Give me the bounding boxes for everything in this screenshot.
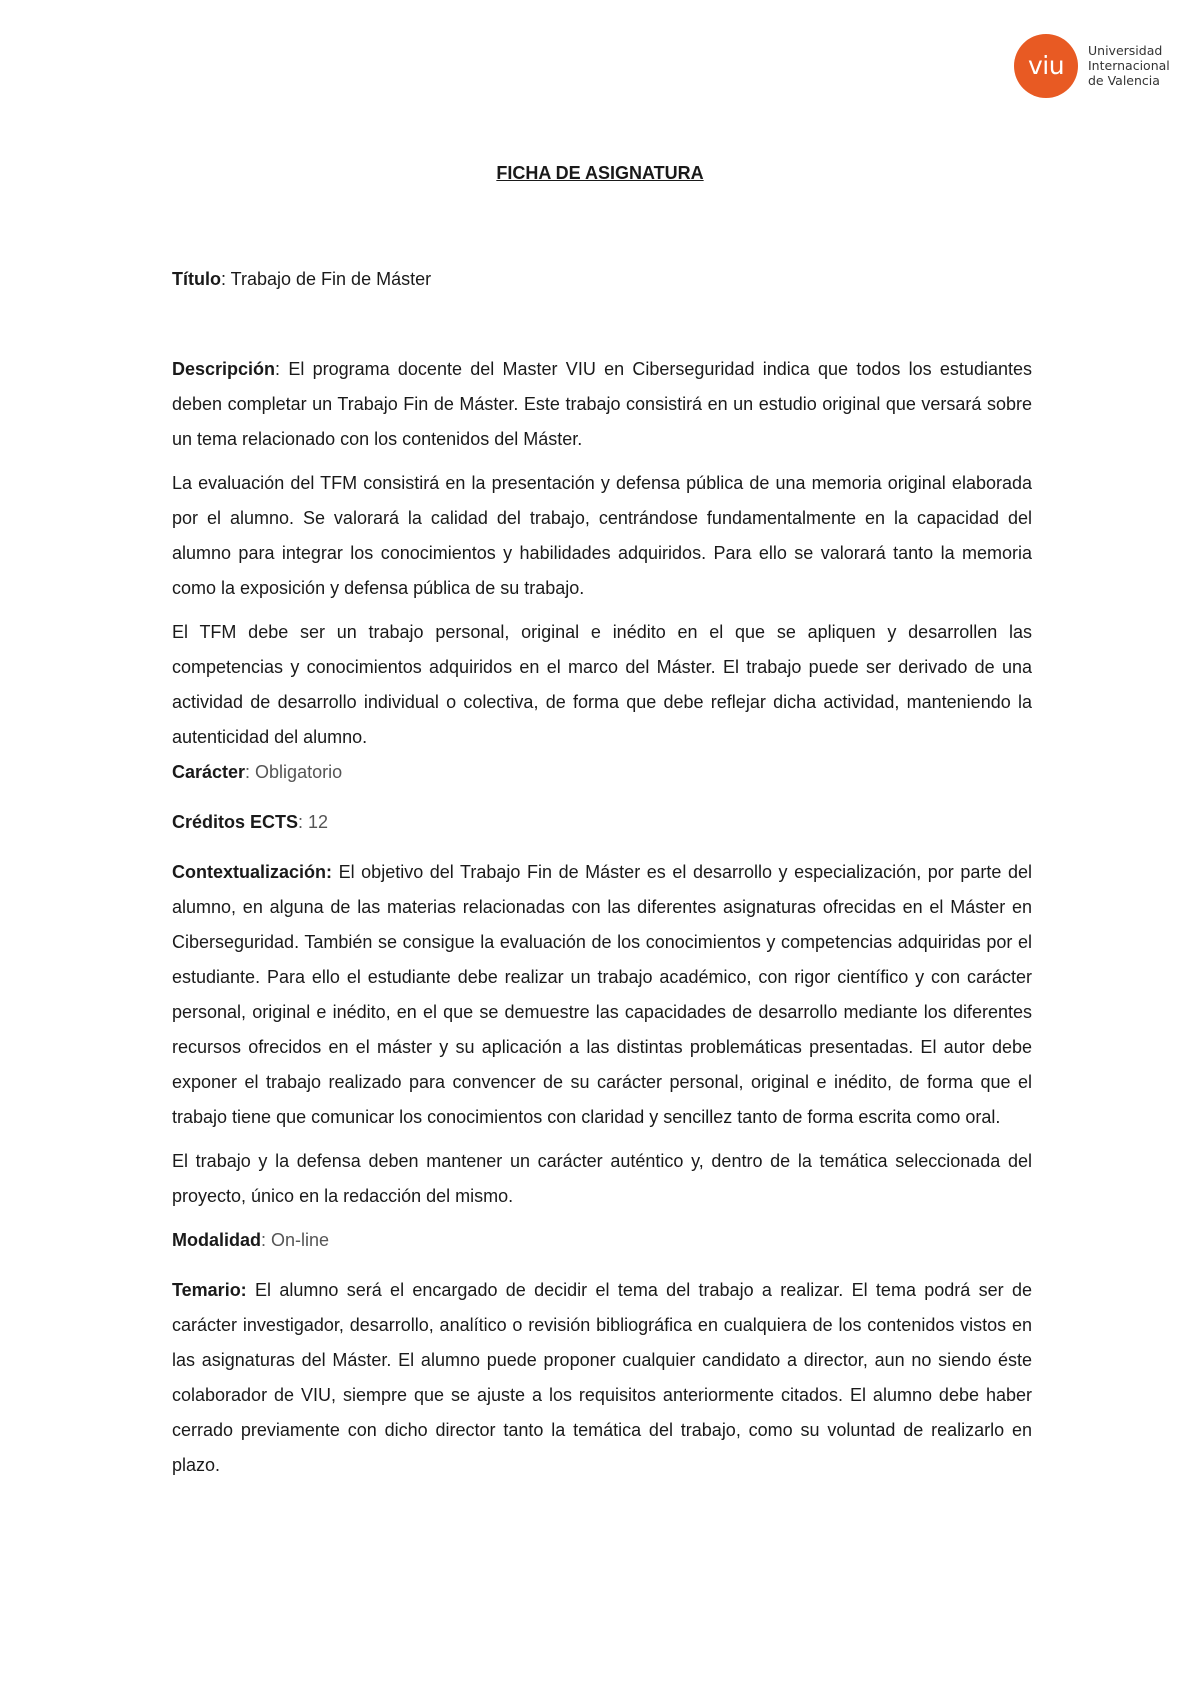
descripcion-paragraph-2: La evaluación del TFM consistirá en la presentación y defensa pública de una memoria original elaborada por el alumno. Se valorará la calidad del trabajo, centrándose fundamentalmente en la capacidad del alumno para integrar los conocimientos y habilidades adquiridos. Para ello se valorará tanto la memoria como la exposición y defensa pública de su trabajo. <box>172 473 1032 598</box>
page-title: FICHA DE ASIGNATURA <box>496 163 704 183</box>
descripcion-paragraph-3: El TFM debe ser un trabajo personal, original e inédito en el que se apliquen y desarrollen las competencias y conocimientos adquiridos en el marco del Máster. El trabajo puede ser derivado de una actividad de desarrollo individual o colectiva, de forma que debe reflejar dicha actividad, manteniendo la autenticidad del alumno. <box>172 622 1032 747</box>
titulo-value: : Trabajo de Fin de Máster <box>220 269 432 289</box>
university-name <box>1088 43 1170 88</box>
contextualizacion-paragraph-2: El trabajo y la defensa deben mantener un carácter auténtico y, dentro de la temática seleccionada del proyecto, único en la redacción del mismo. <box>172 1151 1032 1206</box>
temario-paragraph <box>172 1273 1032 1483</box>
document-body <box>172 262 1032 1483</box>
contextualizacion-text-1: El objetivo del Trabajo Fin de Máster es el desarrollo y especialización, por parte del alumno, en alguna de las materias relacionadas con las diferentes asignaturas ofrecidas en el Máster en Ciberseguridad. También se consigue la evaluación de los conocimientos y competencias adquiridas por el estudiante. Para ello el estudiante debe realizar un trabajo académico, con rigor científico y con carácter personal, original e inédito, en el que se demuestre las capacidades de desarrollo mediante los diferentes recursos ofrecidos en el máster y su aplicación a las distintas problemáticas presentadas. El autor debe exponer el trabajo realizado para convencer de su carácter personal, original e inédito, de forma que el trabajo tiene que comunicar los conocimientos con claridad y sencillez tanto de forma escrita como oral. <box>172 862 1032 1127</box>
modalidad-label: Modalidad <box>172 1230 261 1250</box>
university-name-line-3: de Valencia <box>1088 73 1160 88</box>
university-name-line-2: Internacional <box>1088 58 1170 73</box>
temario-text: El alumno será el encargado de decidir el tema del trabajo a realizar. El tema podrá ser de carácter investigador, desarrollo, analítico o revisión bibliográfica en cualquiera de los contenidos vistos en las asignaturas del Máster. El alumno puede proponer cualquier candidato a director, aun no siendo éste colaborador de VIU, siempre que se ajuste a los requisitos anteriormente citados. El alumno debe haber cerrado previamente con dicho director tanto la temática del trabajo, como su voluntad de realizarlo en plazo. <box>172 1280 1032 1475</box>
creditos-field <box>172 805 1032 840</box>
caracter-value: : Obligatorio <box>245 762 343 782</box>
contextualizacion-label: Contextualización: <box>172 862 333 882</box>
creditos-value: : 12 <box>298 812 329 832</box>
descripcion-text-1: : El programa docente del Master VIU en Ciberseguridad indica que todos los estudiantes deben completar un Trabajo Fin de Máster. Este trabajo consistirá en un estudio original que versará sobre un tema relacionado con los contenidos del Máster. <box>172 359 1032 449</box>
caracter-label: Carácter <box>172 762 246 782</box>
descripcion-paragraph-1 <box>172 352 1032 457</box>
university-logo <box>1014 32 1184 102</box>
contextualizacion-paragraph-1 <box>172 855 1032 1135</box>
university-name-line-1: Universidad <box>1088 43 1163 58</box>
temario-label: Temario: <box>172 1280 247 1300</box>
creditos-label: Créditos ECTS <box>172 812 299 832</box>
caracter-field <box>172 755 1032 790</box>
descripcion-label: Descripción <box>172 359 276 379</box>
modalidad-field <box>172 1223 1032 1258</box>
viu-logo-mark: viu <box>1014 34 1078 98</box>
titulo-field <box>172 262 1032 297</box>
modalidad-value: : On-line <box>261 1230 330 1250</box>
titulo-label: Título <box>172 269 221 289</box>
